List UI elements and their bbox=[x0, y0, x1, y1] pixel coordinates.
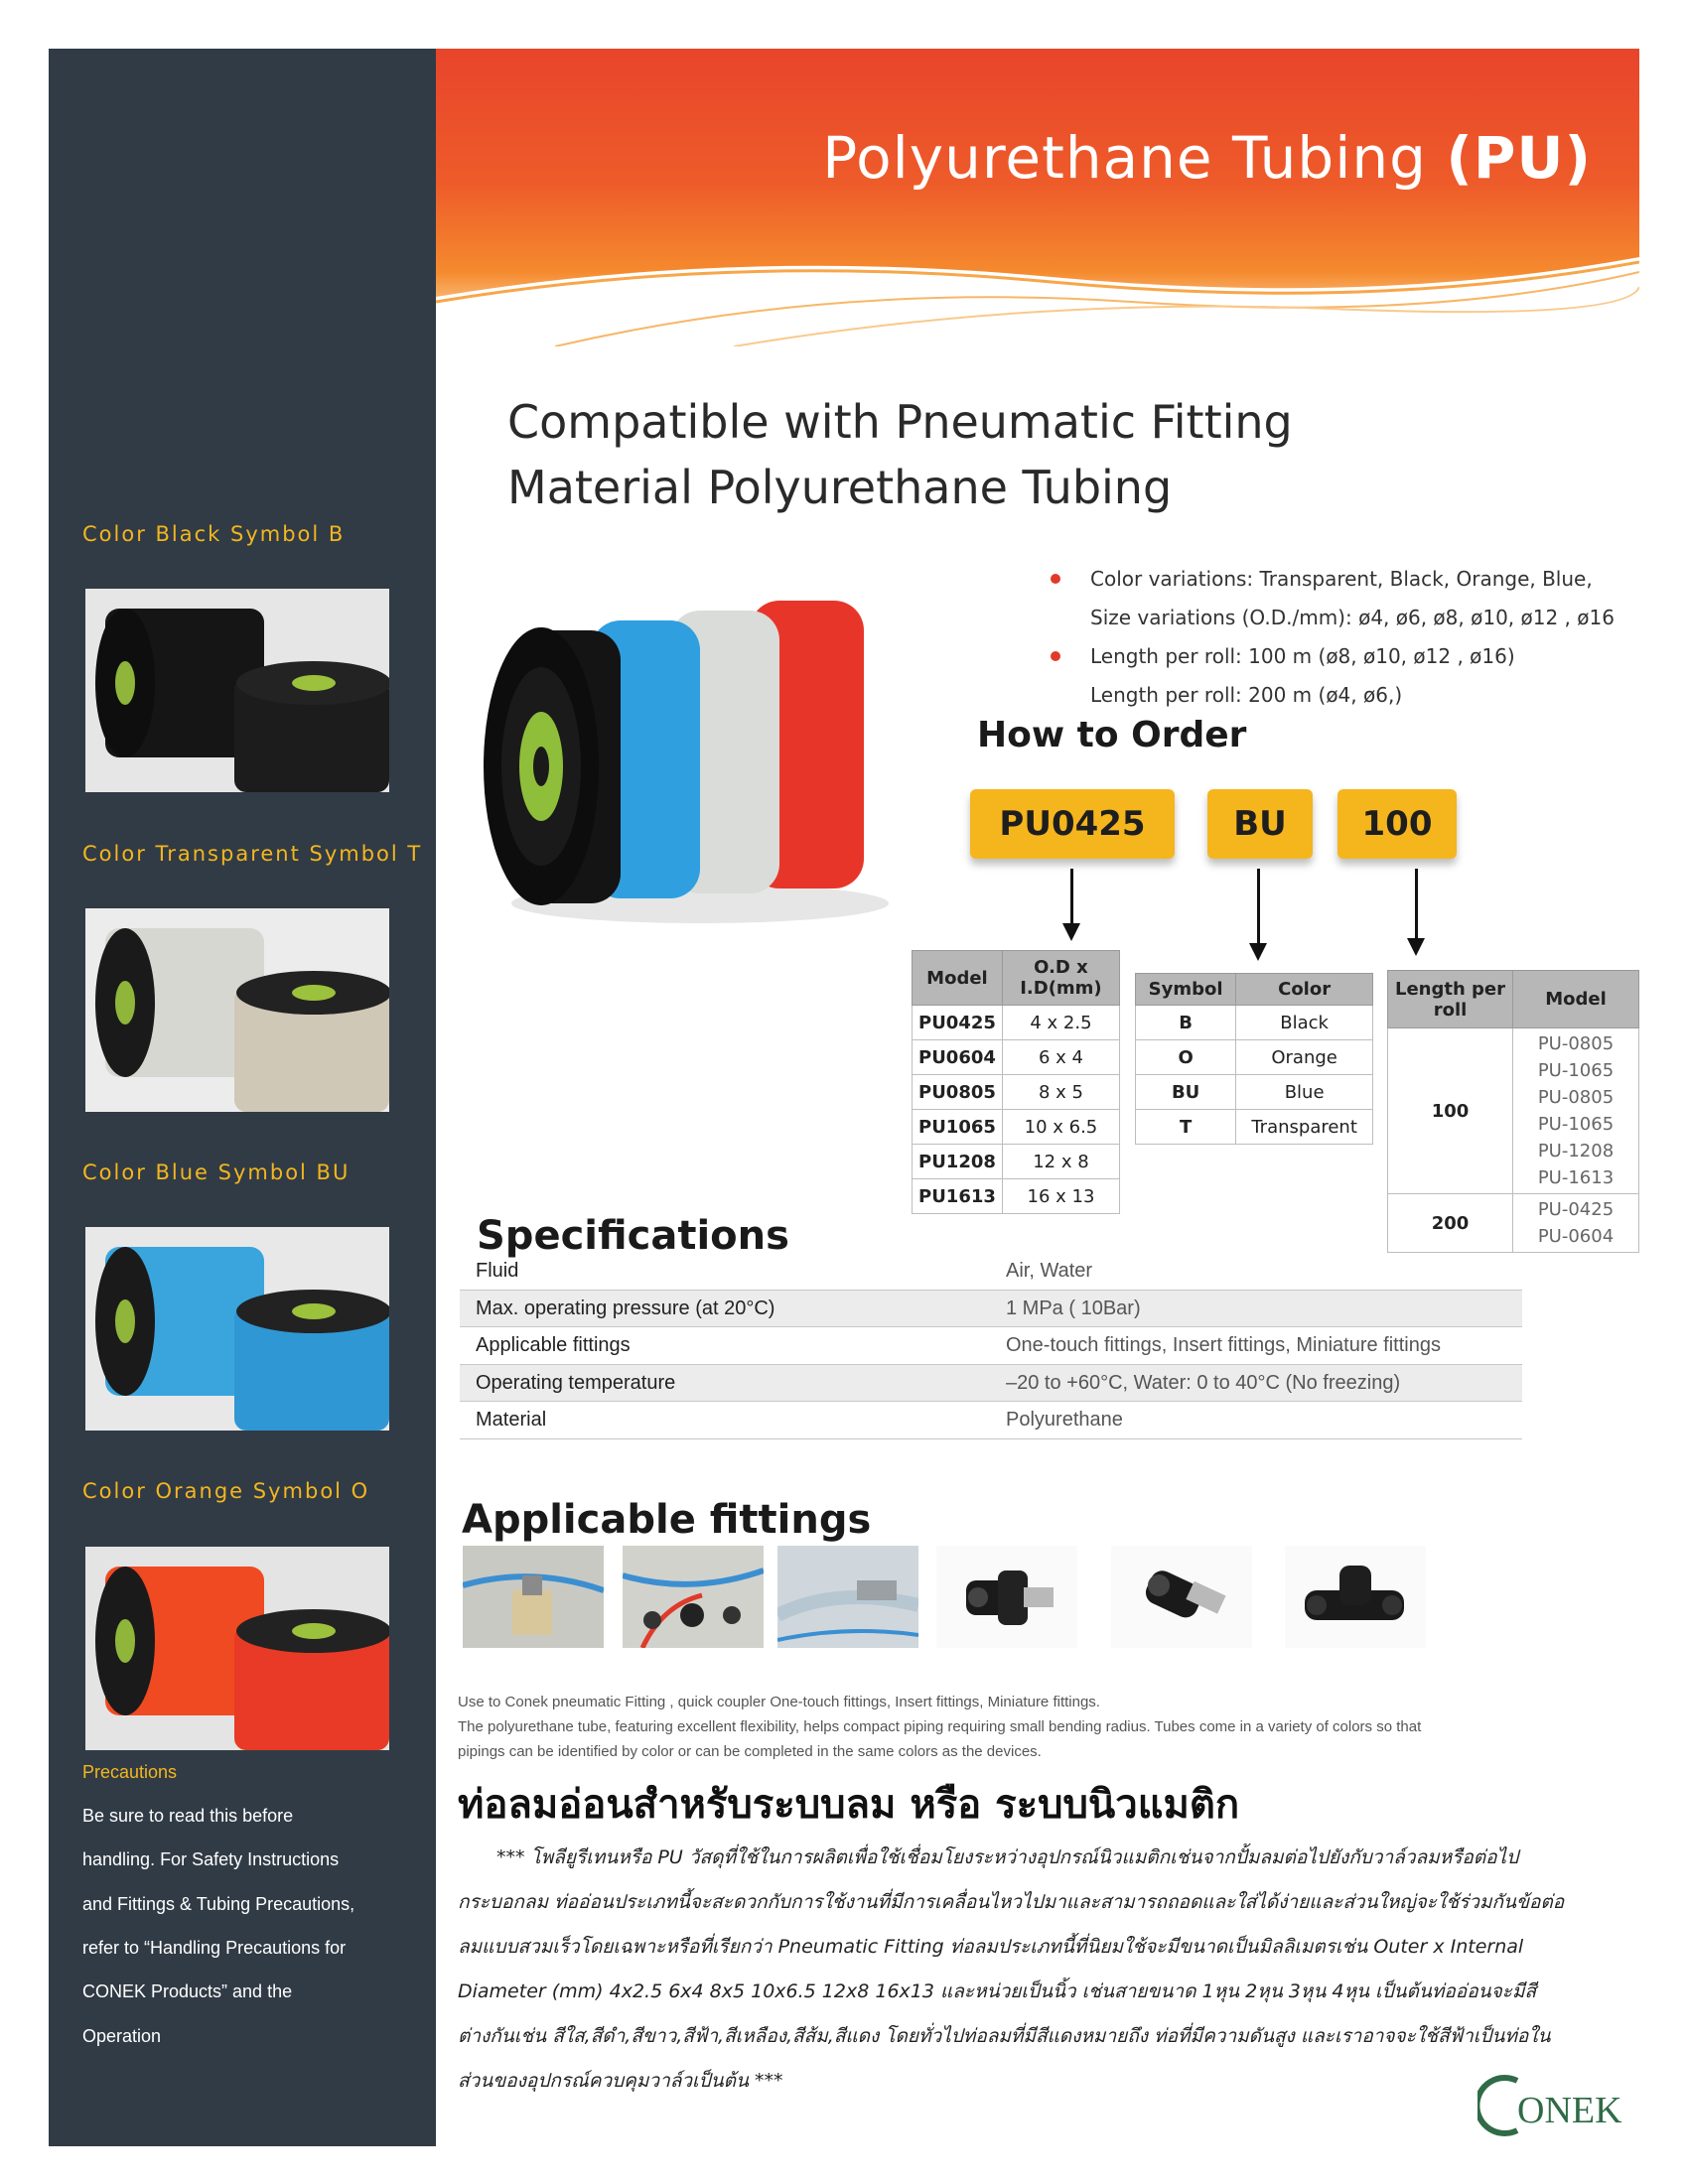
size-cell: 10 x 6.5 bbox=[1002, 1110, 1119, 1145]
model-cell: PU1613 bbox=[913, 1179, 1003, 1214]
arrow-head-icon bbox=[1062, 923, 1080, 941]
banner-wave-decoration bbox=[436, 49, 1639, 346]
feature-length-200: Length per roll: 200 m (ø4, ø6,) bbox=[1090, 683, 1403, 707]
arrow-model bbox=[1070, 869, 1073, 928]
feature-length-100: Length per roll: 100 m (ø8, ø10, ø12 , ø16) bbox=[1090, 644, 1515, 668]
model-item: PU-1208 bbox=[1537, 1141, 1615, 1161]
order-code-color: BU bbox=[1207, 789, 1313, 859]
spec-row bbox=[460, 1402, 1522, 1439]
model-item: PU-0425 bbox=[1537, 1199, 1615, 1220]
specifications-table bbox=[460, 1253, 1522, 1439]
arrow-head-icon bbox=[1249, 943, 1267, 961]
specifications-title: Specifications bbox=[477, 1213, 789, 1259]
spec-value: Air, Water bbox=[1006, 1260, 1093, 1282]
arrow-head-icon bbox=[1407, 938, 1425, 956]
how-to-order-title: How to Order bbox=[977, 715, 1247, 755]
sidebar bbox=[49, 49, 436, 2146]
model-list-cell bbox=[1513, 1194, 1639, 1253]
model-item: PU-1065 bbox=[1537, 1060, 1615, 1081]
color-cell: Orange bbox=[1236, 1040, 1373, 1075]
length-cell: 100 bbox=[1388, 1028, 1513, 1194]
color-table-header: Symbol bbox=[1136, 974, 1236, 1006]
precautions-line: handling. For Safety Instructions bbox=[82, 1849, 340, 1869]
color-cell: Transparent bbox=[1236, 1110, 1373, 1145]
precautions-title: Precautions bbox=[82, 1762, 178, 1782]
table-row bbox=[913, 1040, 1120, 1075]
length-table-header: Length per roll bbox=[1388, 971, 1513, 1028]
size-cell: 8 x 5 bbox=[1002, 1075, 1119, 1110]
subheading-line2: Material Polyurethane Tubing bbox=[507, 461, 1173, 514]
feature-size-variations: Size variations (O.D./mm): ø4, ø6, ø8, ø10, ø12 , ø16 bbox=[1090, 606, 1615, 629]
subheading-line1: Compatible with Pneumatic Fitting bbox=[507, 395, 1293, 449]
precautions-line: CONEK Products” and the bbox=[82, 1981, 293, 2001]
header-banner bbox=[436, 49, 1639, 346]
spec-key: Material bbox=[476, 1409, 547, 1431]
feature-color-variations: Color variations: Transparent, Black, Orange, Blue, bbox=[1090, 567, 1593, 591]
thai-paragraph-line: Diameter (mm) 4x2.5 6x4 8x5 10x6.5 12x8 16x13 และหน่วยเป็นนิ้ว เช่นสายขนาด 1หุน 2หุน 3หุน 4หุน เป็นต้นท่ออ่อนจะมีสี bbox=[458, 1980, 1537, 2002]
table-row bbox=[1136, 1075, 1373, 1110]
title-text: Polyurethane Tubing bbox=[822, 124, 1427, 192]
symbol-cell: BU bbox=[1136, 1075, 1236, 1110]
table-row bbox=[913, 1179, 1120, 1214]
color-transparent-label: Color Transparent Symbol T bbox=[82, 842, 423, 866]
size-cell: 16 x 13 bbox=[1002, 1179, 1119, 1214]
spec-row bbox=[460, 1253, 1522, 1291]
spec-value: –20 to +60°C, Water: 0 to 40°C (No freezing) bbox=[1006, 1371, 1401, 1394]
spec-row bbox=[460, 1327, 1522, 1365]
fitting-tee-photo bbox=[623, 1546, 764, 1648]
fitting-elbow-photo bbox=[936, 1546, 1077, 1648]
page-title bbox=[822, 124, 1592, 192]
size-cell: 12 x 8 bbox=[1002, 1145, 1119, 1179]
precautions-line: Be sure to read this before bbox=[82, 1806, 294, 1826]
color-cell: Blue bbox=[1236, 1075, 1373, 1110]
model-item: PU-1065 bbox=[1537, 1114, 1615, 1135]
model-table-header: O.D x I.D(mm) bbox=[1002, 951, 1119, 1006]
model-item: PU-0604 bbox=[1537, 1226, 1615, 1247]
transparent-tubing-photo bbox=[85, 908, 389, 1112]
order-code-model: PU0425 bbox=[970, 789, 1175, 859]
size-cell: 6 x 4 bbox=[1002, 1040, 1119, 1075]
table-row bbox=[913, 1075, 1120, 1110]
title-bold-text: (PU) bbox=[1446, 124, 1592, 192]
table-row bbox=[1136, 1006, 1373, 1040]
color-orange-label: Color Orange Symbol O bbox=[82, 1479, 370, 1503]
length-table bbox=[1387, 970, 1639, 1253]
table-row bbox=[913, 1145, 1120, 1179]
hero-tubing-rolls-image bbox=[472, 586, 889, 943]
length-table-header: Model bbox=[1513, 971, 1639, 1028]
arrow-length bbox=[1415, 869, 1418, 943]
table-row bbox=[1388, 1194, 1639, 1253]
thai-paragraph-line: กระบอกลม ท่ออ่อนประเภทนี้จะสะดวกกับการใช้งานที่มีการเคลื่อนไหวไปมาและสามารถถอดและใส่ได้ง่ายและส่วนใหญ่จะใช้ร่วมกันข้อต่อ bbox=[458, 1891, 1565, 1913]
precautions-line: refer to “Handling Precautions for bbox=[82, 1938, 347, 1958]
table-row bbox=[913, 1006, 1120, 1040]
spec-row bbox=[460, 1365, 1522, 1403]
color-table bbox=[1135, 973, 1373, 1145]
color-blue-label: Color Blue Symbol BU bbox=[82, 1160, 351, 1184]
applicable-fittings-title: Applicable fittings bbox=[462, 1497, 872, 1543]
blue-tubing-photo bbox=[85, 1227, 389, 1431]
color-black-label: Color Black Symbol B bbox=[82, 522, 346, 546]
applicable-desc-line: pipings can be identified by color or can be completed in the same colors as the devices. bbox=[458, 1743, 1042, 1760]
model-item: PU-0805 bbox=[1537, 1087, 1615, 1108]
thai-paragraph-line: ส่วนของอุปกรณ์ควบคุมวาล์วเป็นต้น *** bbox=[458, 2070, 783, 2092]
black-tubing-photo bbox=[85, 589, 389, 792]
table-row bbox=[913, 1110, 1120, 1145]
fitting-coupler-photo bbox=[777, 1546, 918, 1648]
model-cell: PU1208 bbox=[913, 1145, 1003, 1179]
spec-key: Applicable fittings bbox=[476, 1334, 631, 1356]
bullet-dot bbox=[1051, 574, 1060, 584]
orange-tubing-photo bbox=[85, 1547, 389, 1750]
symbol-cell: T bbox=[1136, 1110, 1236, 1145]
table-row bbox=[1388, 1028, 1639, 1194]
spec-value: Polyurethane bbox=[1006, 1409, 1123, 1431]
model-cell: PU0425 bbox=[913, 1006, 1003, 1040]
bullet-dot bbox=[1051, 651, 1060, 661]
thai-paragraph-line: *** โพลียูรีเทนหรือ PU วัสดุที่ใช้ในการผลิตเพื่อใช้เชื่อมโยงระหว่างอุปกรณ์นิวแมติกเช่นจากปั้มลมต่อไปยังกับวาล์วลมหรือต่อไป bbox=[496, 1846, 1519, 1868]
spec-row bbox=[460, 1291, 1522, 1328]
precautions-line: and Fittings & Tubing Precautions, bbox=[82, 1894, 355, 1914]
fitting-swivel-elbow-photo bbox=[1111, 1546, 1252, 1648]
table-row bbox=[1136, 1040, 1373, 1075]
applicable-desc-line: Use to Conek pneumatic Fitting , quick coupler One-touch fittings, Insert fittings, Miniature fittings. bbox=[458, 1694, 1100, 1710]
precautions-line: Operation bbox=[82, 2026, 162, 2046]
arrow-color bbox=[1257, 869, 1260, 948]
color-table-header: Color bbox=[1236, 974, 1373, 1006]
model-item: PU-1613 bbox=[1537, 1167, 1615, 1188]
thai-heading: ท่อลมอ่อนสำหรับระบบลม หรือ ระบบนิวแมติก bbox=[458, 1782, 1240, 1828]
thai-paragraph-line: ลมแบบสวมเร็วโดยเฉพาะหรือที่เรียกว่า Pneumatic Fitting ท่อลมประเภทนี้ที่นิยมใช้จะมีขนาดเป็นมิลลิเมตรเช่น Outer x Internal bbox=[458, 1936, 1524, 1958]
spec-value: 1 MPa ( 10Bar) bbox=[1006, 1297, 1141, 1319]
size-cell: 4 x 2.5 bbox=[1002, 1006, 1119, 1040]
model-item: PU-0805 bbox=[1537, 1033, 1615, 1054]
spec-key: Fluid bbox=[476, 1260, 519, 1282]
svg-text:ONEK: ONEK bbox=[1517, 2090, 1622, 2131]
spec-key: Operating temperature bbox=[476, 1371, 676, 1394]
symbol-cell: O bbox=[1136, 1040, 1236, 1075]
length-cell: 200 bbox=[1388, 1194, 1513, 1253]
model-table bbox=[912, 950, 1120, 1214]
thai-paragraph-line: ต่างกันเช่น สีใส,สีดำ,สีขาว,สีฟ้า,สีเหลือง,สีส้ม,สีแดง โดยทั่วไปท่อลมที่มีสีแดงหมายถึง ท่อที่มีความดันสูง และเราอาจจะใช้สีฟ้าเป็นท่อใน bbox=[458, 2025, 1551, 2047]
conek-logo bbox=[1477, 2073, 1636, 2138]
fitting-tee-union-photo bbox=[1285, 1546, 1426, 1648]
symbol-cell: B bbox=[1136, 1006, 1236, 1040]
model-list-cell bbox=[1513, 1028, 1639, 1194]
order-code-length: 100 bbox=[1337, 789, 1457, 859]
model-table-header: Model bbox=[913, 951, 1003, 1006]
color-cell: Black bbox=[1236, 1006, 1373, 1040]
spec-key: Max. operating pressure (at 20°C) bbox=[476, 1297, 775, 1319]
spec-value: One-touch fittings, Insert fittings, Miniature fittings bbox=[1006, 1334, 1441, 1356]
model-cell: PU1065 bbox=[913, 1110, 1003, 1145]
model-cell: PU0805 bbox=[913, 1075, 1003, 1110]
fitting-valve-photo bbox=[463, 1546, 604, 1648]
table-row bbox=[1136, 1110, 1373, 1145]
applicable-desc-line: The polyurethane tube, featuring excellent flexibility, helps compact piping requiring small bending radius. Tubes come in a variety of colors so that bbox=[458, 1718, 1422, 1735]
model-cell: PU0604 bbox=[913, 1040, 1003, 1075]
